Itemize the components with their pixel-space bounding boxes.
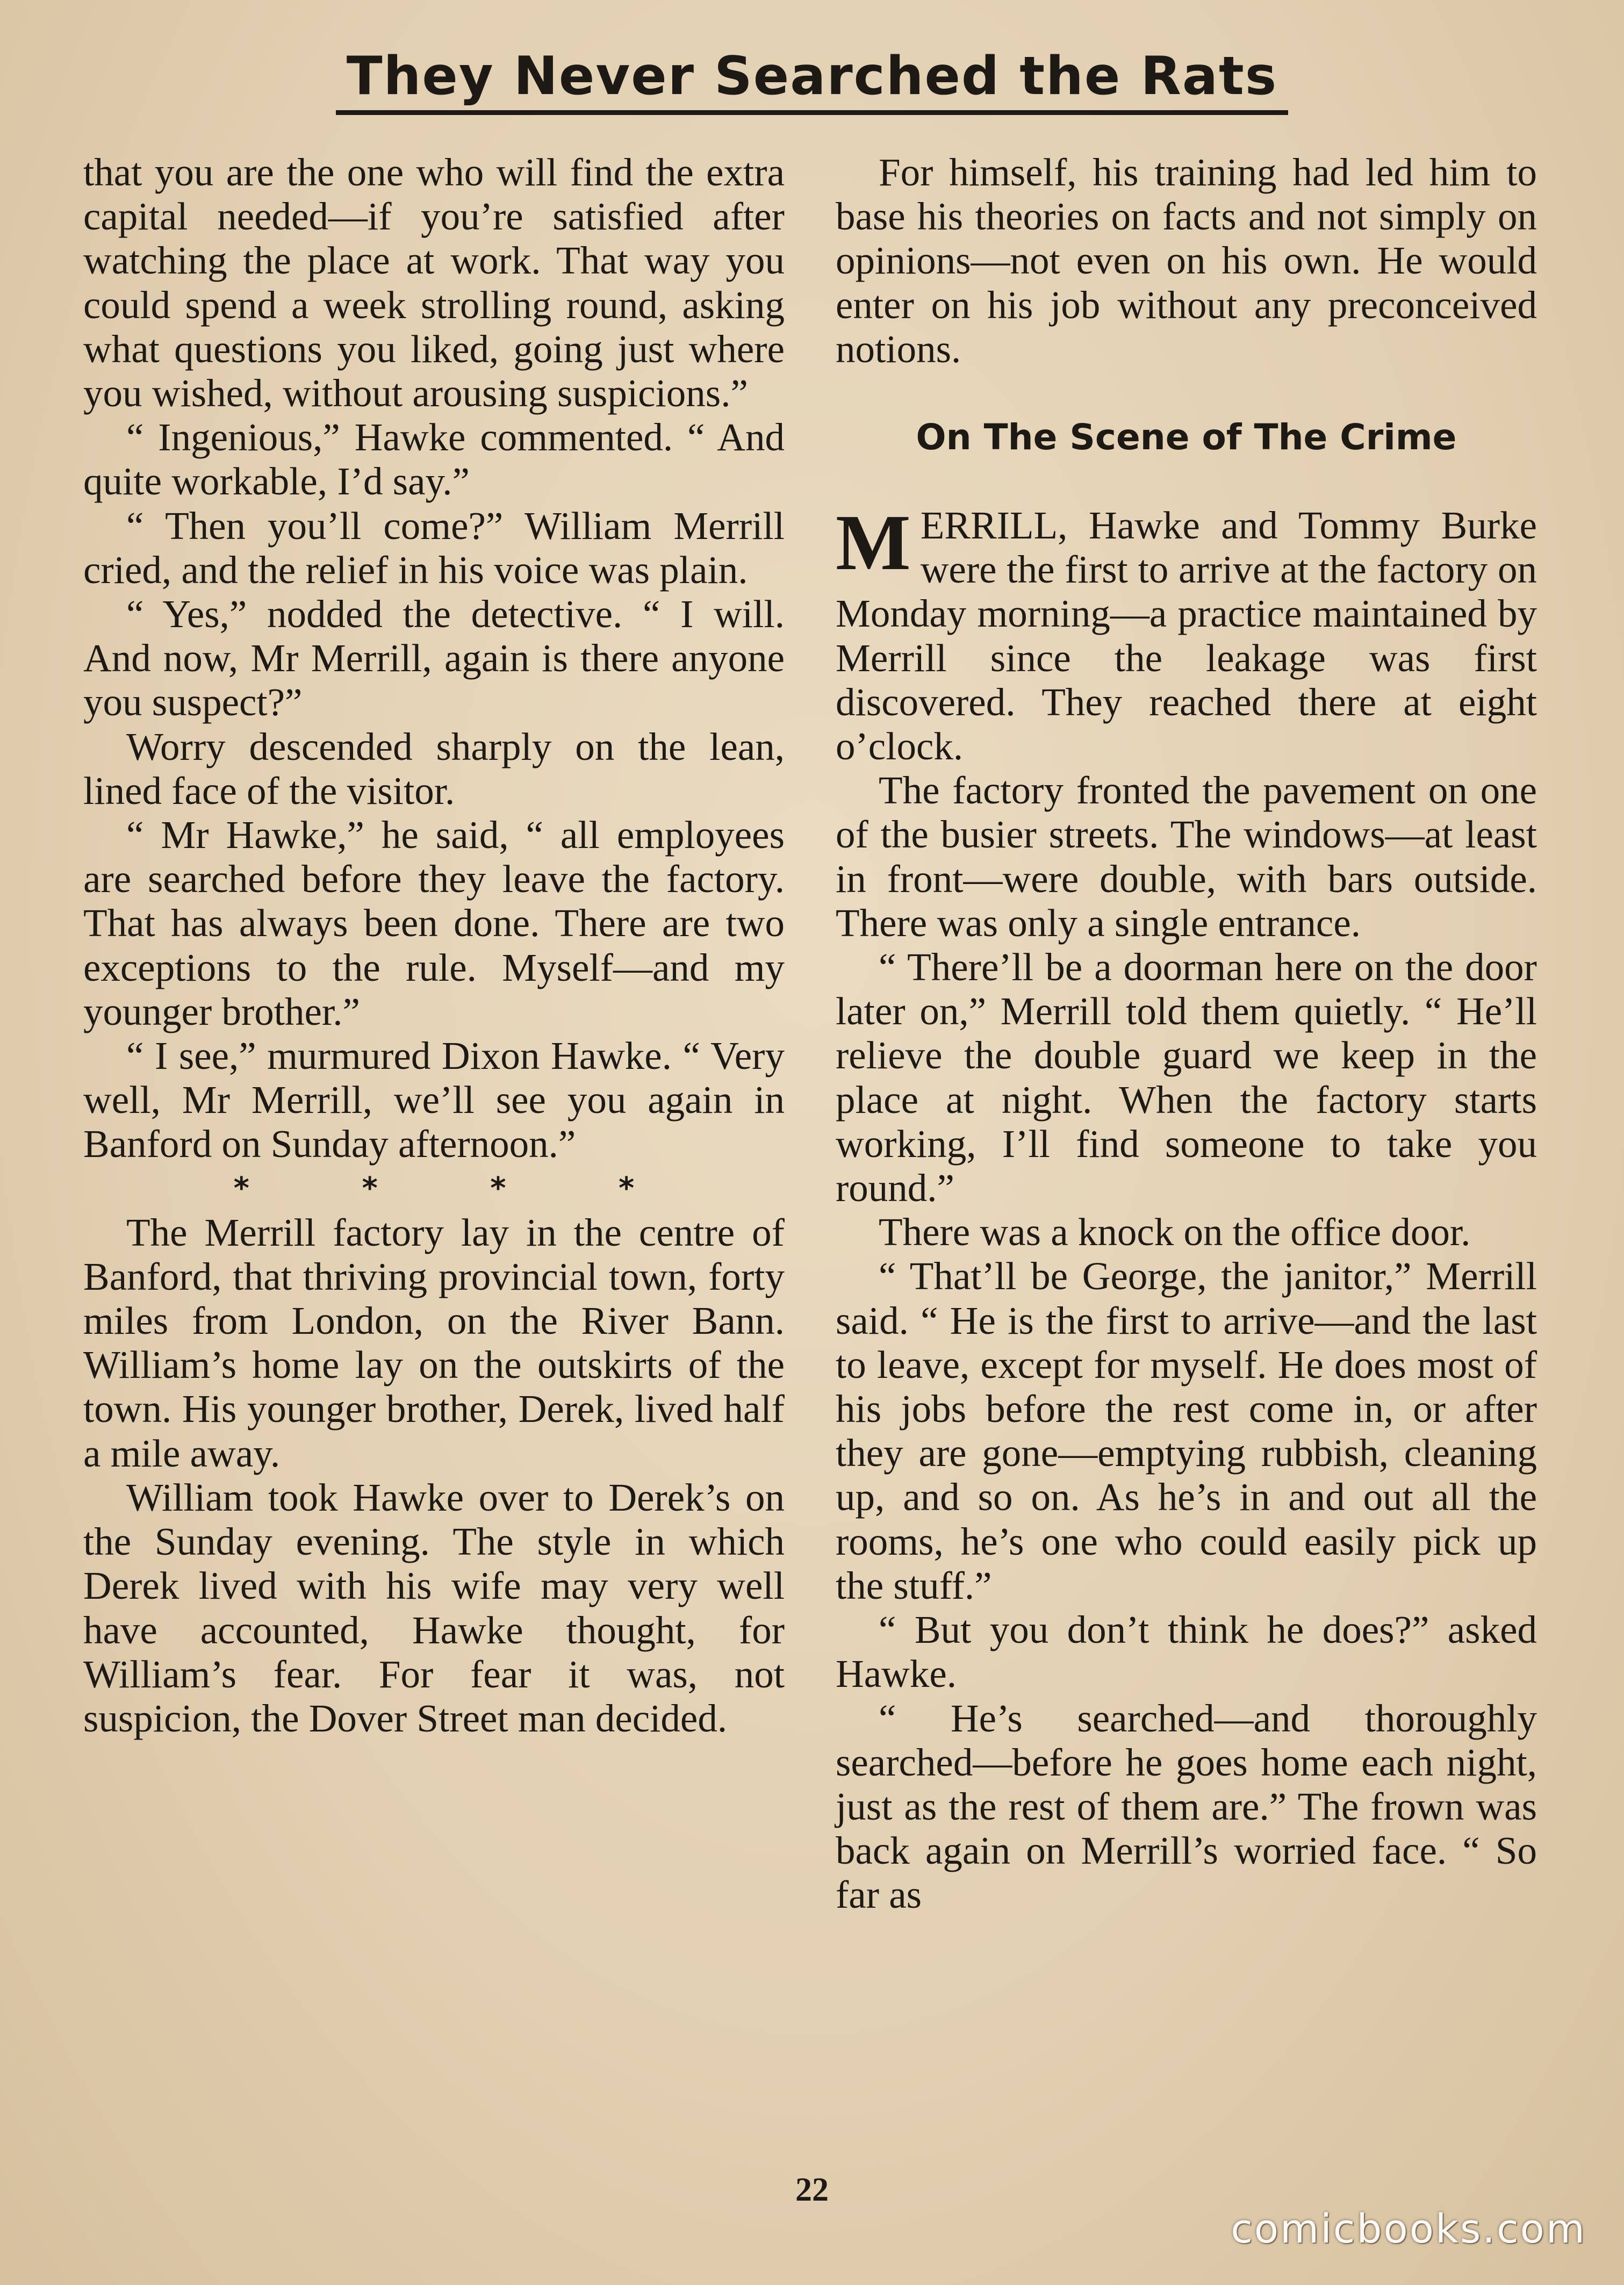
- section-separator: * * * *: [233, 1170, 635, 1206]
- paragraph: “ Yes,” nodded the detective. “ I will. And now, Mr Merrill, again is there anyone you suspect?”: [83, 592, 785, 724]
- page-header: [0, 46, 1624, 115]
- section-heading: On The Scene of The Crime: [916, 416, 1457, 458]
- paragraph: “ He’s searched—and thoroughly searched—before he goes home each night, just as the rest of them are.” The frown was back again on Merrill’s worried face. “ So far as: [836, 1696, 1537, 1917]
- paragraph-text: ERRILL, Hawke and Tommy Burke were the first to arrive at the factory on Monday morning—a practice maintained by Merrill since the leakage was first discovered. They reached there at eight o’clock.: [836, 504, 1537, 768]
- dropcap-paragraph: [836, 499, 1537, 768]
- paragraph: that you are the one who will find the extra capital needed—if you’re satisfied after watching the place at work. That way you could spend a week strolling round, asking what questions you liked, going just where you wished, without arousing suspicions.”: [83, 150, 785, 415]
- watermark-text: comicbooks.com: [1231, 2206, 1586, 2252]
- drop-cap-letter: M: [836, 499, 911, 587]
- paragraph: “ But you don’t think he does?” asked Hawke.: [836, 1608, 1537, 1696]
- paragraph: The factory fronted the pavement on one of the busier streets. The windows—at least in front—were double, with bars outside. There was only a single entrance.: [836, 768, 1537, 945]
- paragraph: The Merrill factory lay in the centre of Banford, that thriving provincial town, forty miles from London, on the River Bann. William’s home lay on the outskirts of the town. His younger brother, Derek, lived half a mile away.: [83, 1210, 785, 1475]
- spacer: [836, 371, 1537, 415]
- paragraph: For himself, his training had led him to base his theories on facts and not simply on opinions—not even on his own. He would enter on his job without any preconceived notions.: [836, 150, 1537, 371]
- paragraph: William took Hawke over to Derek’s on the Sunday evening. The style in which Derek lived with his wife may very well have accounted, Hawke thought, for William’s fear. For fear it was, not suspicion, the Dover Street man decided.: [83, 1475, 785, 1740]
- story-title: They Never Searched the Rats: [336, 46, 1288, 115]
- paragraph: “ I see,” murmured Dixon Hawke. “ Very well, Mr Merrill, we’ll see you again in Banford on Sunday afternoon.”: [83, 1034, 785, 1166]
- right-column: [836, 150, 1537, 1917]
- spacer: [836, 459, 1537, 504]
- page-number: 22: [795, 2172, 829, 2208]
- paragraph: “ Mr Hawke,” he said, “ all employees are searched before they leave the factory. That has always been done. There are two exceptions to the rule. Myself—and my younger brother.”: [83, 813, 785, 1033]
- paragraph: “ Ingenious,” Hawke commented. “ And quite workable, I’d say.”: [83, 415, 785, 504]
- paragraph: “ There’ll be a doorman here on the door later on,” Merrill told them quietly. “ He’ll relieve the double guard we keep in the place at night. When the factory starts working, I’ll find someone to take you round.”: [836, 945, 1537, 1210]
- left-column: [83, 150, 785, 1741]
- paragraph: Worry descended sharply on the lean, lined face of the visitor.: [83, 724, 785, 813]
- paragraph: “ That’ll be George, the janitor,” Merrill said. “ He is the first to arrive—and the last to leave, except for myself. He does most of his jobs before the rest come in, or after they are gone—emptying rubbish, cleaning up, and so on. As he’s in and out all the rooms, he’s one who could easily pick up the stuff.”: [836, 1254, 1537, 1607]
- paragraph: There was a knock on the office door.: [879, 1210, 1471, 1254]
- paragraph: “ Then you’ll come?” William Merrill cried, and the relief in his voice was plain.: [83, 504, 785, 592]
